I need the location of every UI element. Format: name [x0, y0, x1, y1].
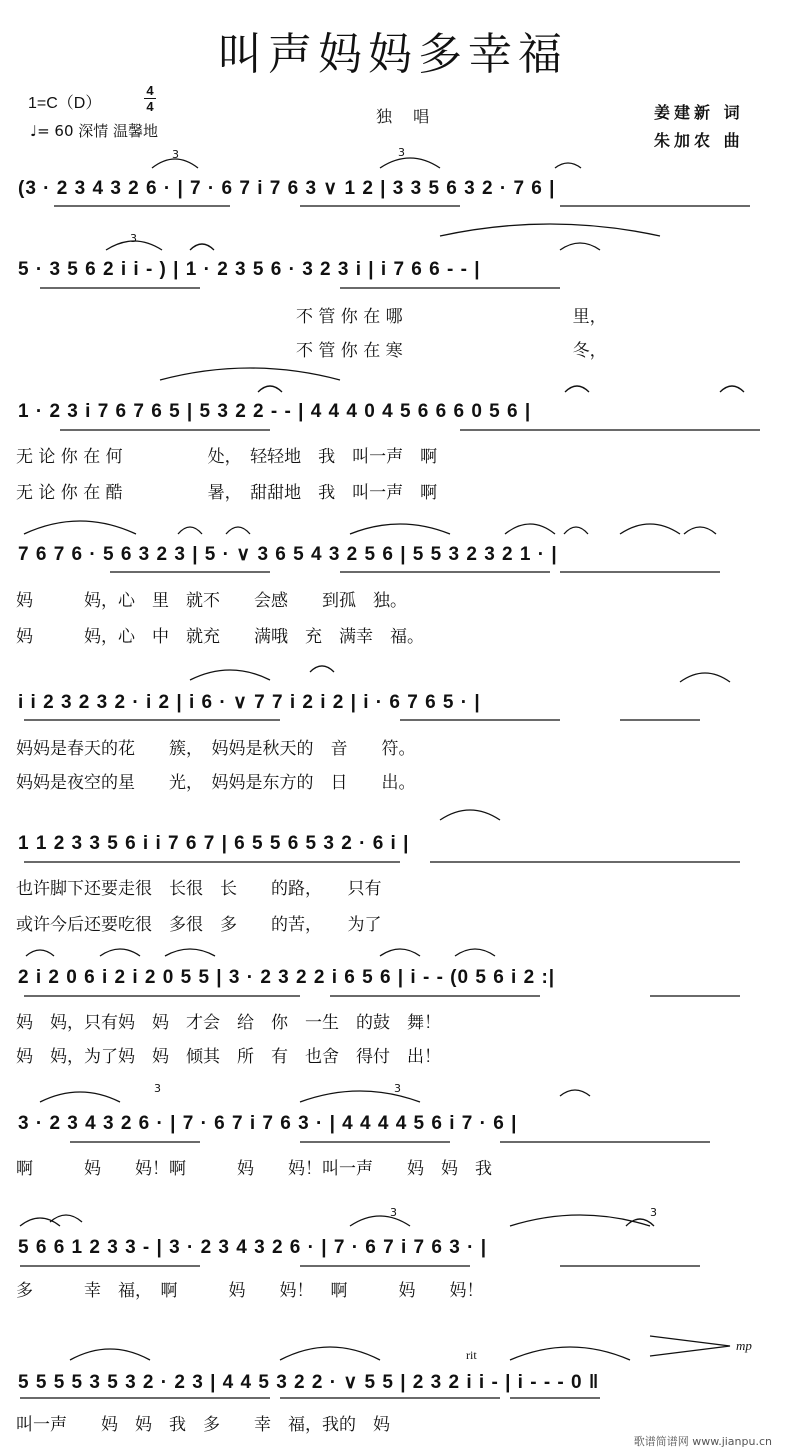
- notation-line-1: (3 · 2 3 4 3 2 6 · | 7 · 6 7 i 7 6 3 ∨ 1 2 | 3 3 5 6 3 2 · 7 6 |: [18, 177, 556, 199]
- slur: [165, 949, 215, 956]
- notation-line-10: 5 5 5 5 3 5 3 2 · 2 3 | 4 4 5 3 2 2 · ∨ 5 5 | 2 3 2 i i - | i - - - 0 ‖: [18, 1371, 600, 1393]
- slur: [190, 244, 214, 250]
- slur: [620, 524, 680, 534]
- song-title: 叫声妈妈多幸福: [218, 29, 568, 80]
- notation-line-7: 2 i 2 0 6 i 2 i 2 0 5 5 | 3 · 2 3 2 2 i 6 5 6 | i - - (0 5 6 i 2 :|: [18, 967, 556, 988]
- triplet-mark: 3: [650, 1206, 657, 1219]
- slur: [380, 158, 440, 168]
- lyric-line-8: 啊 妈 妈！啊 妈 妈！叫一声 妈 妈 我: [16, 1159, 492, 1179]
- slur: [300, 1091, 420, 1102]
- slur: [510, 1215, 650, 1226]
- slur: [564, 527, 588, 534]
- key-signature: 1=C（D）: [28, 95, 102, 112]
- lyric-line-3b: 无 论 你 在 酷 暑， 甜甜地 我 叫一声 啊: [16, 483, 438, 503]
- slur: [440, 810, 500, 820]
- notation-line-6: 1 1 2 3 3 5 6 i i 7 6 7 | 6 5 5 6 5 3 2 · 6 i |: [18, 833, 410, 854]
- slur: [190, 670, 270, 680]
- slur: [455, 949, 495, 956]
- slur: [160, 368, 340, 380]
- lyric-line-9: 多 幸 福， 啊 妈 妈！ 啊 妈 妈！: [16, 1281, 484, 1301]
- slur: [565, 386, 589, 392]
- notation-line-9: 5 6 6 1 2 3 3 - | 3 · 2 3 4 3 2 6 · | 7 · 6 7 i 7 6 3 · |: [18, 1237, 488, 1258]
- slur: [50, 1215, 82, 1222]
- tempo-marking: ♩= 60 深情 温馨地: [30, 122, 159, 140]
- notation-line-2: 5 · 3 5 6 2 i i - ) | 1 · 2 3 5 6 · 3 2 3 i | i 7 6 6 - - |: [18, 259, 481, 280]
- slur: [510, 1347, 630, 1360]
- slur: [310, 666, 334, 672]
- triplet-mark: 3: [154, 1082, 161, 1095]
- slur: [100, 949, 140, 956]
- slur: [24, 521, 136, 534]
- slur: [226, 527, 250, 534]
- slur: [26, 950, 54, 956]
- lyric-line-2b: 不 管 你 在 寒 冬，: [296, 341, 607, 361]
- lyric-line-7b: 妈 妈，为了妈 妈 倾其 所 有 也舍 得付 出！: [16, 1047, 441, 1067]
- triplet-mark: 3: [172, 148, 179, 161]
- slur: [178, 527, 202, 534]
- composer-credit: 朱加农 曲: [654, 131, 744, 150]
- lyric-line-10: 叫一声 妈 妈 我 多 幸 福，我的 妈: [16, 1415, 390, 1435]
- notation-line-5: i i 2 3 2 3 2 · i 2 | i 6 · ∨ 7 7 i 2 i 2 | i · 6 7 6 5 · |: [18, 691, 481, 713]
- lyric-line-3a: 无 论 你 在 何 处， 轻轻地 我 叫一声 啊: [16, 447, 438, 467]
- notation-line-3: 1 · 2 3 i 7 6 7 6 5 | 5 3 2 2 - - | 4 4 4 0 4 5 6 6 6 0 5 6 |: [18, 401, 532, 422]
- performance-type: 独 唱: [376, 107, 438, 126]
- triplet-mark: 3: [398, 146, 405, 159]
- lyricist-credit: 姜建新 词: [654, 103, 744, 122]
- lyric-line-4a: 妈 妈，心 里 就不 会感 到孤 独。: [16, 591, 407, 611]
- slur: [684, 527, 716, 534]
- slur: [720, 386, 744, 392]
- site-watermark: 歌谱简谱网 www.jianpu.cn: [633, 1435, 772, 1448]
- slur: [555, 163, 581, 168]
- lyric-line-5a: 妈妈是春天的花 簇， 妈妈是秋天的 音 符。: [16, 739, 416, 759]
- slur: [505, 524, 555, 534]
- slur: [560, 1090, 590, 1096]
- slur: [380, 949, 420, 956]
- lyric-line-4b: 妈 妈，心 中 就充 满哦 充 满幸 福。: [16, 627, 424, 647]
- decrescendo-hairpin: [650, 1336, 730, 1356]
- slur: [560, 243, 600, 250]
- slur: [280, 1347, 380, 1360]
- slur: [20, 1218, 60, 1226]
- triplet-mark: 3: [130, 232, 137, 245]
- slur: [626, 1219, 654, 1226]
- notation-line-8: 3 · 2 3 4 3 2 6 · | 7 · 6 7 i 7 6 3 · | 4 4 4 4 5 6 i 7 · 6 |: [18, 1113, 518, 1134]
- time-signature-bottom: 4: [146, 99, 154, 114]
- notation-line-4: 7 6 7 6 · 5 6 3 2 3 | 5 · ∨ 3 6 5 4 3 2 5 6 | 5 5 3 2 3 2 1 · |: [18, 543, 558, 565]
- slur: [680, 673, 730, 682]
- slur: [350, 524, 450, 534]
- slur: [70, 1349, 150, 1360]
- lyric-line-6b: 或许今后还要吃很 多很 多 的苦， 为了: [16, 915, 382, 935]
- triplet-mark: 3: [394, 1082, 401, 1095]
- lyric-line-2a: 不 管 你 在 哪 里，: [296, 307, 607, 327]
- mp-dynamic: mp: [736, 1338, 752, 1353]
- triplet-mark: 3: [390, 1206, 397, 1219]
- slur: [258, 386, 282, 392]
- slur: [350, 1216, 410, 1226]
- slur: [440, 224, 660, 236]
- lyric-line-6a: 也许脚下还要走很 长很 长 的路， 只有: [16, 879, 382, 899]
- rit-marking: rit: [466, 1348, 477, 1362]
- lyric-line-7a: 妈 妈，只有妈 妈 才会 给 你 一生 的鼓 舞！: [16, 1013, 441, 1033]
- time-signature-top: 4: [146, 83, 154, 98]
- time-signature: [144, 84, 156, 113]
- slur: [40, 1092, 120, 1102]
- lyric-line-5b: 妈妈是夜空的星 光， 妈妈是东方的 日 出。: [16, 773, 416, 793]
